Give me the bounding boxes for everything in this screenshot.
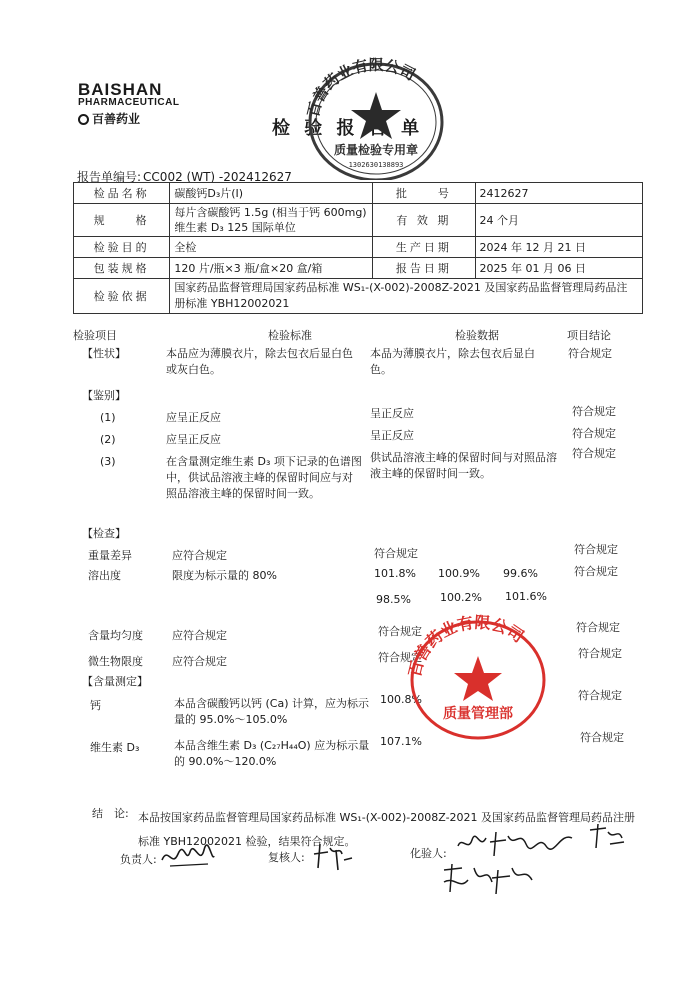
info-table xyxy=(73,182,643,314)
id3-conclusion: 符合规定 xyxy=(572,447,616,460)
quality-dept-stamp xyxy=(402,612,552,746)
package-value: 120 片/瓶×3 瓶/盒×20 盒/箱 xyxy=(170,258,373,279)
dissolution-item: 溶出度 xyxy=(88,569,121,582)
dissolution-value-5: 100.2% xyxy=(440,591,482,604)
weight-data: 符合规定 xyxy=(374,547,418,560)
mid-stamp-ring-text: 百善药业有限公司 xyxy=(404,612,528,679)
col-data: 检验数据 xyxy=(455,329,499,342)
reviewer-signature xyxy=(310,840,354,876)
uniformity-conclusion: 符合规定 xyxy=(576,621,620,634)
spec-value xyxy=(170,204,373,237)
uniformity-standard: 应符合规定 xyxy=(172,629,227,642)
calcium-standard: 本品含碳酸钙以钙 (Ca) 计算，应为标示量的 95.0%～105.0% xyxy=(174,697,369,726)
spec-label: 规 格 xyxy=(74,204,170,237)
id1-conclusion: 符合规定 xyxy=(572,405,616,418)
id1-item: (1) xyxy=(100,411,116,424)
conclusion-label: 结 论: xyxy=(92,807,129,820)
batch-label: 批 号 xyxy=(373,183,475,204)
logo-cn-name: 百善药业 xyxy=(92,112,141,126)
top-stamp-ring-text: 百善药业有限公司 xyxy=(303,55,419,119)
dissolution-standard: 限度为标示量的 80% xyxy=(172,569,277,582)
report-title: 检 验 报 告 单 xyxy=(272,118,424,139)
basis-value: 国家药品监督管理局国家药品标准 WS₁-(X-002)-2008Z-2021 及国家药品监督管理局药品注册标准 YBH12002021 xyxy=(170,279,643,314)
section-inspection: 【检查】 xyxy=(82,527,126,540)
section-assay: 【含量测定】 xyxy=(82,675,148,688)
id3-standard: 在含量测定维生素 D₃ 项下记录的色谱图中，供试品溶液主峰的保留时间应与对照品溶液主峰的保留时间一致。 xyxy=(166,455,362,500)
spec-value-1: 每片含碳酸钙 1.5g (相当于钙 600mg) xyxy=(174,206,367,219)
responsible-label: 负责人: xyxy=(120,853,157,866)
prod-date-label: 生产日期 xyxy=(373,237,475,258)
id2-standard: 应呈正反应 xyxy=(166,433,221,446)
logo-cn xyxy=(78,110,140,127)
prod-date-value: 2024 年 12 月 21 日 xyxy=(475,237,642,258)
id2-data: 呈正反应 xyxy=(370,429,414,442)
responsible-signature xyxy=(160,842,216,876)
purpose-value: 全检 xyxy=(170,237,373,258)
id1-data: 呈正反应 xyxy=(370,407,414,420)
tester-signature-2 xyxy=(586,822,626,856)
spec-value-2: 维生素 D₃ 125 国际单位 xyxy=(174,221,296,234)
reviewer-label: 复核人: xyxy=(268,851,305,864)
section-character: 【性状】 xyxy=(82,347,126,360)
col-conclusion: 项目结论 xyxy=(567,329,611,342)
logo-en-sub: PHARMACEUTICAL xyxy=(78,97,180,108)
tester-signature-1 xyxy=(456,826,576,864)
dissolution-value-3: 99.6% xyxy=(503,567,538,580)
validity-value: 24 个月 xyxy=(475,204,642,237)
calcium-data: 100.8% xyxy=(380,693,422,706)
id2-conclusion: 符合规定 xyxy=(572,427,616,440)
calcium-item: 钙 xyxy=(90,699,101,712)
product-value: 碳酸钙D₃片(Ⅰ) xyxy=(170,183,373,204)
uniformity-data: 符合规定 xyxy=(378,625,422,638)
logo-mark-icon xyxy=(78,114,89,125)
top-stamp-code: 1302630138893 xyxy=(348,161,404,169)
batch-value: 2412627 xyxy=(475,183,642,204)
top-stamp-bottom-text: 质量检验专用章 xyxy=(333,143,419,157)
uniformity-item: 含量均匀度 xyxy=(88,629,143,642)
id3-data: 供试品溶液主峰的保留时间与对照品溶液主峰的保留时间一致。 xyxy=(370,451,557,480)
microbe-standard: 应符合规定 xyxy=(172,655,227,668)
conclusion-text: 本品按国家药品监督管理局国家药品标准 WS₁-(X-002)-2008Z-2021 及国家药品监督管理局药品注册标准 YBH12002021 检验，结果符合规定。 xyxy=(138,811,636,848)
tester-label: 化验人: xyxy=(410,847,447,860)
id1-standard: 应呈正反应 xyxy=(166,411,221,424)
report-number-value: CC002 (WT) -202412627 xyxy=(143,170,292,184)
weight-item: 重量差异 xyxy=(88,549,132,562)
report-date-value: 2025 年 01 月 06 日 xyxy=(475,258,642,279)
weight-conclusion: 符合规定 xyxy=(574,543,618,556)
id2-item: (2) xyxy=(100,433,116,446)
vitd-item: 维生素 D₃ xyxy=(90,741,140,754)
dissolution-value-1: 101.8% xyxy=(374,567,416,580)
validity-label: 有 效 期 xyxy=(373,204,475,237)
dissolution-value-2: 100.9% xyxy=(438,567,480,580)
character-data: 本品为薄膜衣片，除去包衣后显白色。 xyxy=(370,347,535,376)
col-standard: 检验标准 xyxy=(268,329,312,342)
svg-text:百善药业有限公司 xyxy=(405,613,527,679)
svg-text:百善药业有限公司 xyxy=(304,56,418,119)
dissolution-value-4: 98.5% xyxy=(376,593,411,606)
character-standard: 本品应为薄膜衣片，除去包衣后显白色或灰白色。 xyxy=(166,347,353,376)
mid-stamp-bottom-text: 质量管理部 xyxy=(443,706,513,722)
vitd-data: 107.1% xyxy=(380,735,422,748)
product-label: 检品名称 xyxy=(74,183,170,204)
microbe-item: 微生物限度 xyxy=(88,655,143,668)
weight-standard: 应符合规定 xyxy=(172,549,227,562)
section-identification: 【鉴别】 xyxy=(82,389,126,402)
logo-en-name: BAISHAN xyxy=(78,80,163,99)
microbe-conclusion: 符合规定 xyxy=(578,647,622,660)
col-item: 检验项目 xyxy=(73,329,117,342)
microbe-data: 符合规定 xyxy=(378,651,422,664)
basis-label: 检验依据 xyxy=(74,279,170,314)
tester-signature-3 xyxy=(440,860,536,902)
report-number-label: 报告单编号: xyxy=(77,170,142,184)
character-conclusion: 符合规定 xyxy=(568,347,612,360)
vitd-standard: 本品含维生素 D₃ (C₂₇H₄₄O) 应为标示量的 90.0%～120.0% xyxy=(174,739,370,768)
id3-item: (3) xyxy=(100,455,116,468)
quality-inspection-stamp xyxy=(300,50,450,184)
dissolution-conclusion: 符合规定 xyxy=(574,565,618,578)
report-date-label: 报告日期 xyxy=(373,258,475,279)
vitd-conclusion: 符合规定 xyxy=(580,731,624,744)
dissolution-value-6: 101.6% xyxy=(505,590,547,603)
calcium-conclusion: 符合规定 xyxy=(578,689,622,702)
package-label: 包装规格 xyxy=(74,258,170,279)
purpose-label: 检验目的 xyxy=(74,237,170,258)
